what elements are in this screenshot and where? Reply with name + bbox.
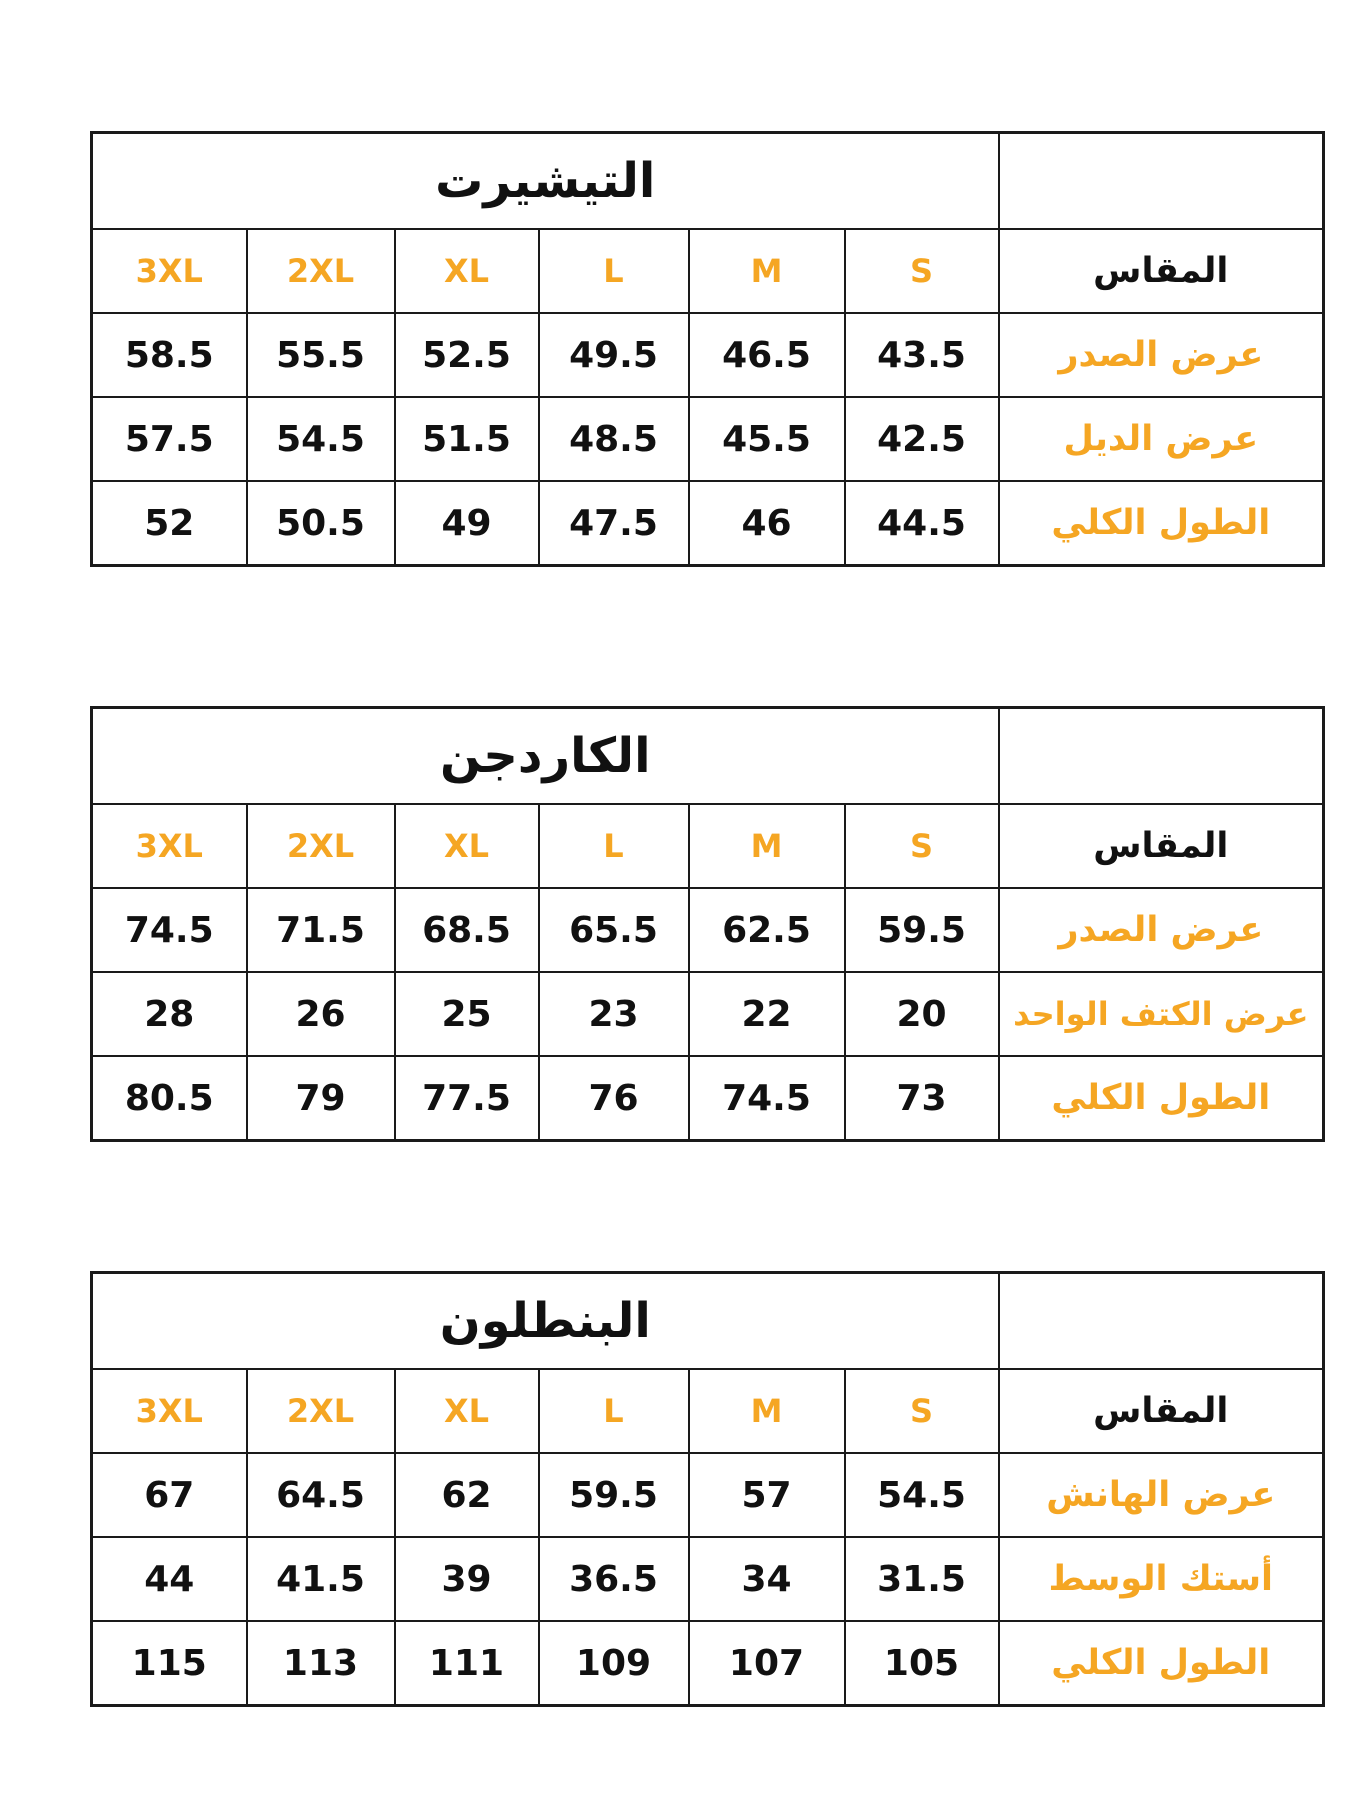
- value-cell: 57: [689, 1453, 845, 1537]
- measurement-label: عرض الكتف الواحد: [999, 972, 1324, 1056]
- value-cell: 31.5: [845, 1537, 999, 1621]
- empty-corner-cell: [999, 133, 1324, 230]
- size-header-m: M: [689, 804, 845, 888]
- value-cell: 68.5: [395, 888, 539, 972]
- table-title: التيشيرت: [92, 133, 999, 230]
- size-header-s: S: [845, 804, 999, 888]
- size-header-s: S: [845, 229, 999, 313]
- value-cell: 34: [689, 1537, 845, 1621]
- empty-corner-cell: [999, 1273, 1324, 1370]
- value-cell: 67: [92, 1453, 247, 1537]
- value-cell: 48.5: [539, 397, 689, 481]
- measurement-label: عرض الهانش: [999, 1453, 1324, 1537]
- value-cell: 47.5: [539, 481, 689, 566]
- value-cell: 46: [689, 481, 845, 566]
- measurement-label: عرض الديل: [999, 397, 1324, 481]
- value-cell: 54.5: [247, 397, 395, 481]
- value-cell: 74.5: [689, 1056, 845, 1141]
- value-cell: 26: [247, 972, 395, 1056]
- value-cell: 50.5: [247, 481, 395, 566]
- sizes-row-label: المقاس: [999, 1369, 1324, 1453]
- size-header-xl: XL: [395, 1369, 539, 1453]
- size-header-m: M: [689, 229, 845, 313]
- measurement-label: عرض الصدر: [999, 313, 1324, 397]
- value-cell: 62: [395, 1453, 539, 1537]
- value-cell: 76: [539, 1056, 689, 1141]
- value-cell: 71.5: [247, 888, 395, 972]
- table-title: البنطلون: [92, 1273, 999, 1370]
- value-cell: 39: [395, 1537, 539, 1621]
- size-header-xl: XL: [395, 229, 539, 313]
- value-cell: 41.5: [247, 1537, 395, 1621]
- size-header-row: [92, 804, 1324, 888]
- value-cell: 51.5: [395, 397, 539, 481]
- value-cell: 54.5: [845, 1453, 999, 1537]
- value-cell: 44.5: [845, 481, 999, 566]
- size-header-l: L: [539, 1369, 689, 1453]
- value-cell: 20: [845, 972, 999, 1056]
- value-cell: 42.5: [845, 397, 999, 481]
- value-cell: 43.5: [845, 313, 999, 397]
- size-header-2xl: 2XL: [247, 804, 395, 888]
- value-cell: 52: [92, 481, 247, 566]
- size-header-l: L: [539, 804, 689, 888]
- sizes-row-label: المقاس: [999, 229, 1324, 313]
- value-cell: 22: [689, 972, 845, 1056]
- value-cell: 45.5: [689, 397, 845, 481]
- value-cell: 44: [92, 1537, 247, 1621]
- measurement-label: الطول الكلي: [999, 481, 1324, 566]
- value-cell: 107: [689, 1621, 845, 1706]
- value-cell: 73: [845, 1056, 999, 1141]
- value-cell: 64.5: [247, 1453, 395, 1537]
- size-header-l: L: [539, 229, 689, 313]
- value-cell: 25: [395, 972, 539, 1056]
- value-cell: 49: [395, 481, 539, 566]
- size-header-m: M: [689, 1369, 845, 1453]
- size-header-xl: XL: [395, 804, 539, 888]
- size-header-3xl: 3XL: [92, 804, 247, 888]
- measurement-label: الطول الكلي: [999, 1621, 1324, 1706]
- table-row: [92, 397, 1324, 481]
- value-cell: 62.5: [689, 888, 845, 972]
- value-cell: 113: [247, 1621, 395, 1706]
- table-row: [92, 1056, 1324, 1141]
- size-header-2xl: 2XL: [247, 1369, 395, 1453]
- value-cell: 58.5: [92, 313, 247, 397]
- value-cell: 23: [539, 972, 689, 1056]
- table-title-row: [92, 1273, 1324, 1370]
- size-header-row: [92, 229, 1324, 313]
- table-title-row: [92, 708, 1324, 805]
- value-cell: 79: [247, 1056, 395, 1141]
- value-cell: 46.5: [689, 313, 845, 397]
- table-row: [92, 1621, 1324, 1706]
- measurement-label: أستك الوسط: [999, 1537, 1324, 1621]
- value-cell: 59.5: [845, 888, 999, 972]
- value-cell: 65.5: [539, 888, 689, 972]
- value-cell: 49.5: [539, 313, 689, 397]
- value-cell: 115: [92, 1621, 247, 1706]
- value-cell: 55.5: [247, 313, 395, 397]
- measurement-label: الطول الكلي: [999, 1056, 1324, 1141]
- table-row: [92, 1537, 1324, 1621]
- empty-corner-cell: [999, 708, 1324, 805]
- value-cell: 36.5: [539, 1537, 689, 1621]
- value-cell: 111: [395, 1621, 539, 1706]
- value-cell: 28: [92, 972, 247, 1056]
- value-cell: 57.5: [92, 397, 247, 481]
- cardigan-size-table: [90, 706, 1325, 1142]
- value-cell: 74.5: [92, 888, 247, 972]
- trousers-size-table: [90, 1271, 1325, 1707]
- size-header-3xl: 3XL: [92, 1369, 247, 1453]
- sizes-row-label: المقاس: [999, 804, 1324, 888]
- value-cell: 105: [845, 1621, 999, 1706]
- value-cell: 80.5: [92, 1056, 247, 1141]
- value-cell: 59.5: [539, 1453, 689, 1537]
- table-row: [92, 972, 1324, 1056]
- value-cell: 77.5: [395, 1056, 539, 1141]
- size-header-2xl: 2XL: [247, 229, 395, 313]
- size-header-s: S: [845, 1369, 999, 1453]
- table-row: [92, 313, 1324, 397]
- tshirt-size-table: [90, 131, 1325, 567]
- table-row: [92, 1453, 1324, 1537]
- table-title-row: [92, 133, 1324, 230]
- table-row: [92, 481, 1324, 566]
- size-header-3xl: 3XL: [92, 229, 247, 313]
- measurement-label: عرض الصدر: [999, 888, 1324, 972]
- value-cell: 52.5: [395, 313, 539, 397]
- table-title: الكاردجن: [92, 708, 999, 805]
- size-header-row: [92, 1369, 1324, 1453]
- value-cell: 109: [539, 1621, 689, 1706]
- table-row: [92, 888, 1324, 972]
